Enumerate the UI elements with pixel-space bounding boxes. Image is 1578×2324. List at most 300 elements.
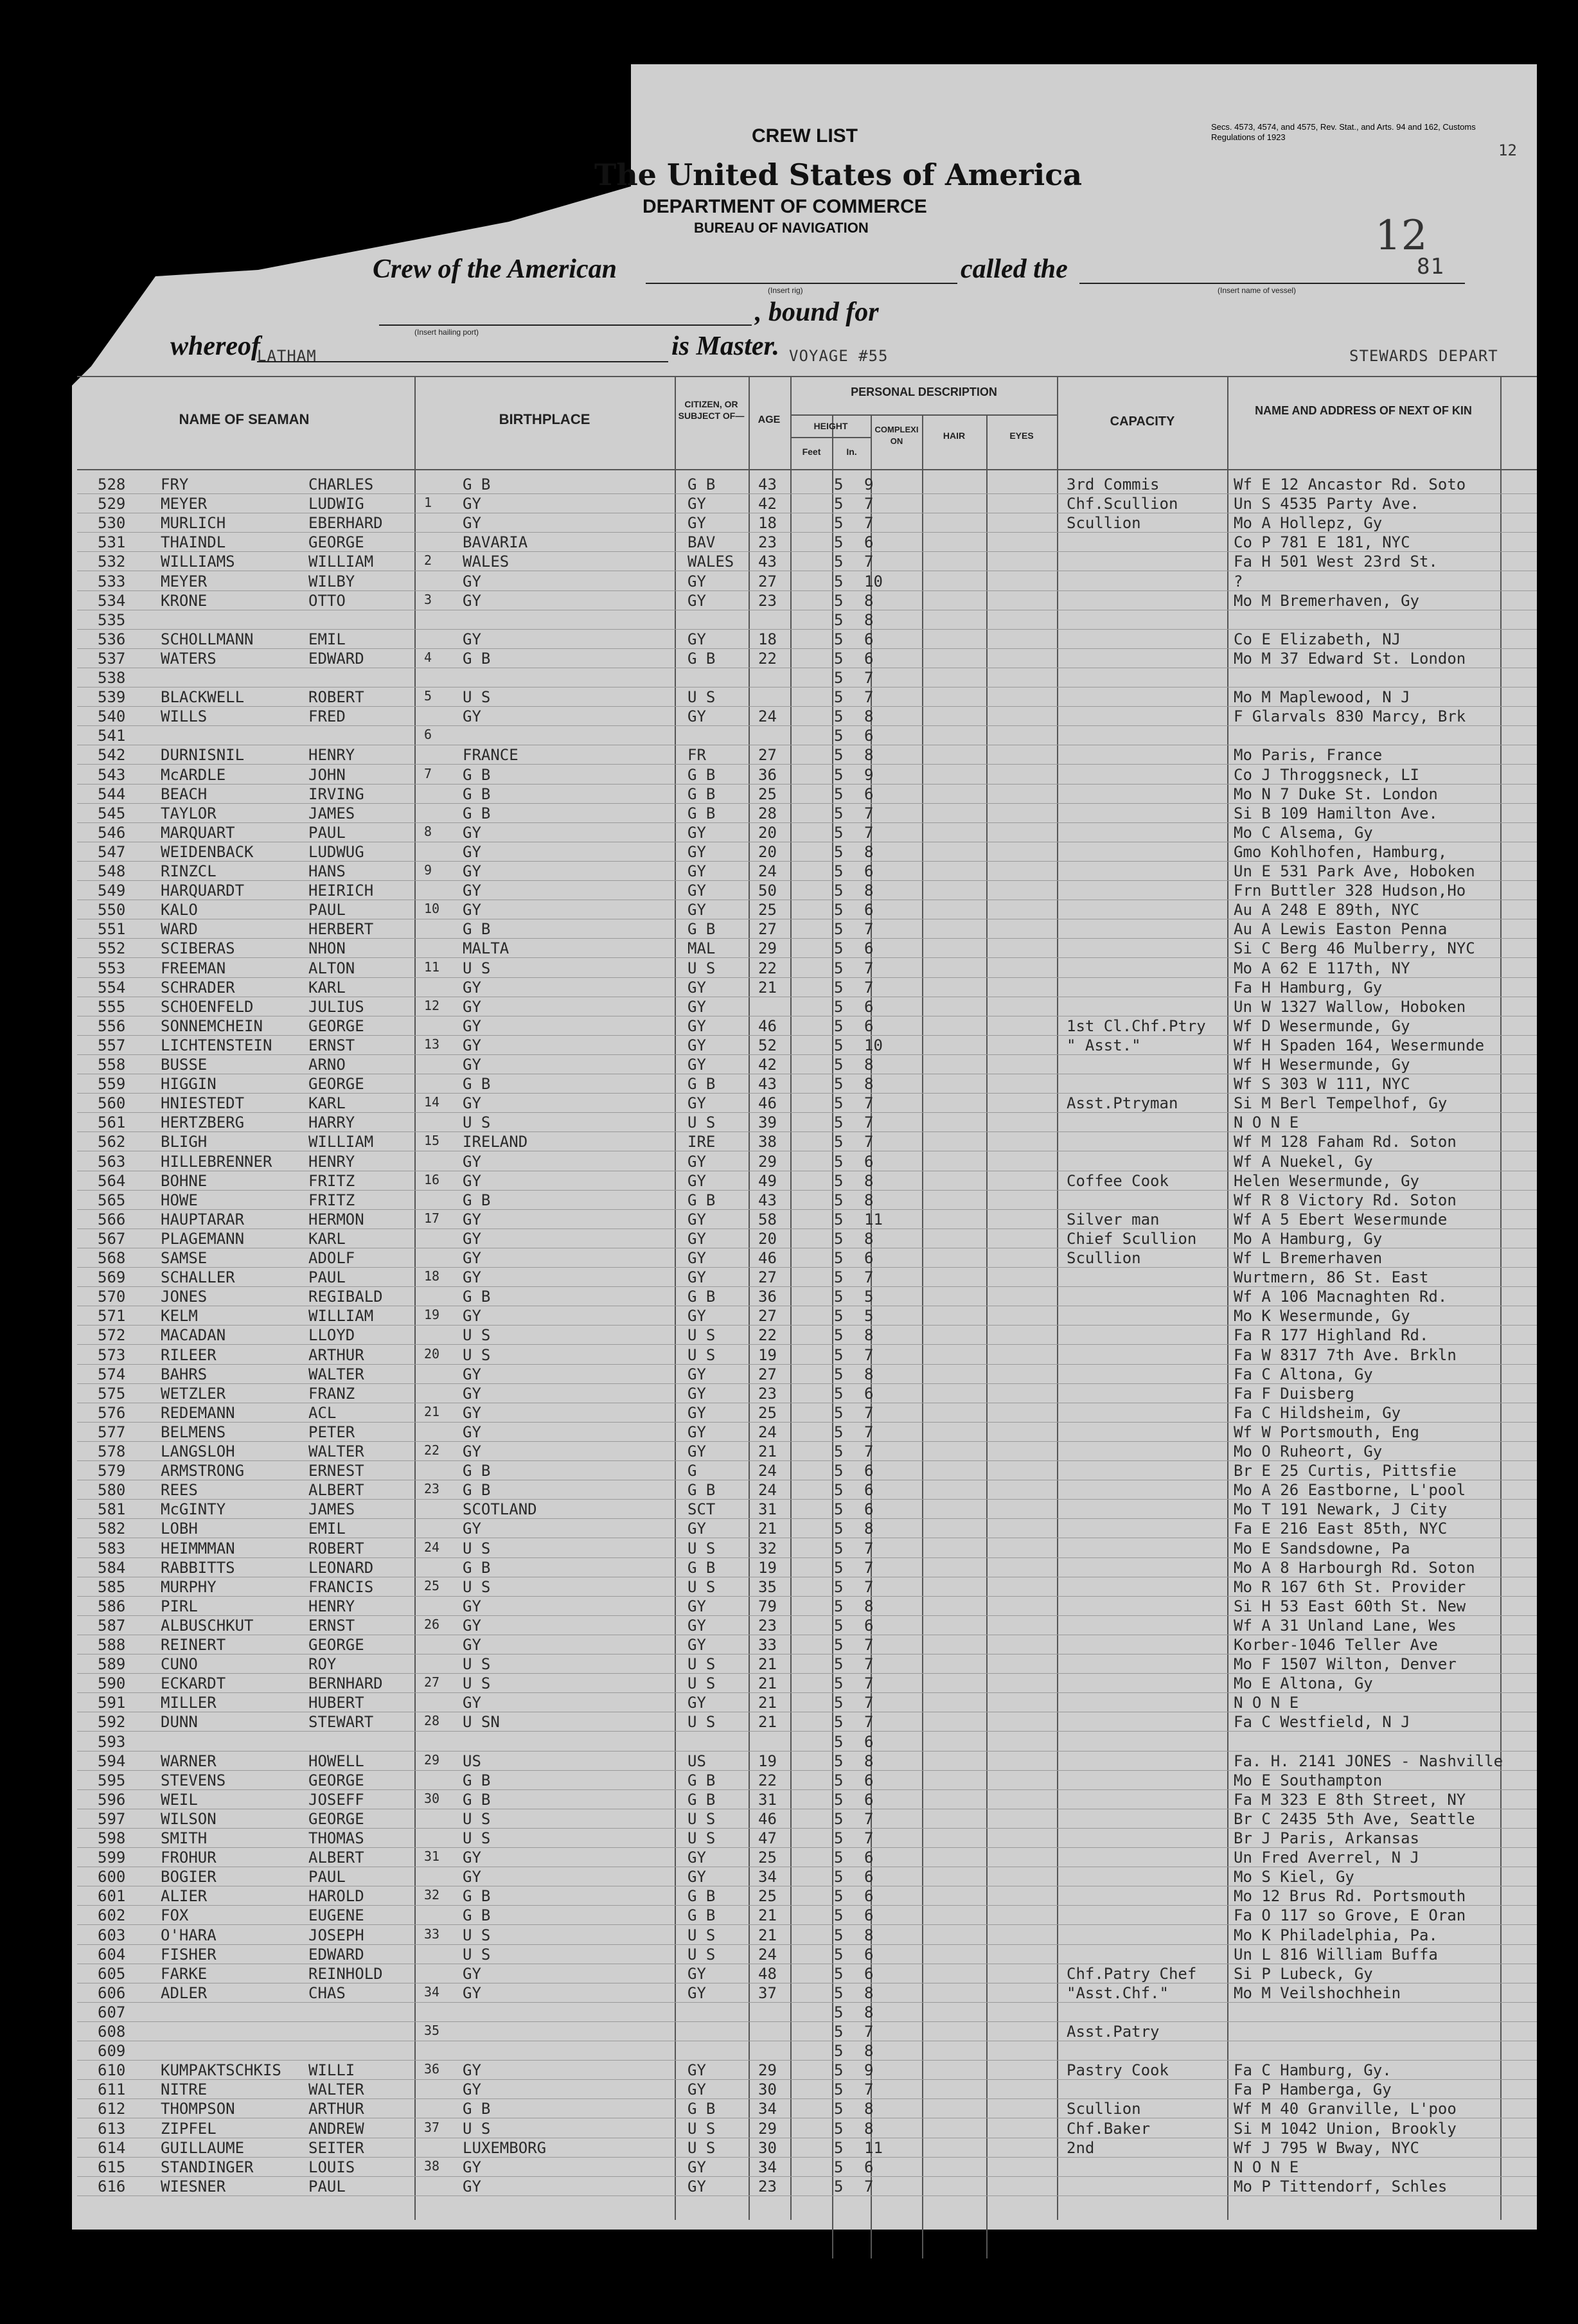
citizenship: U S [687, 959, 716, 977]
vessel-number-typed: 81 [1417, 254, 1444, 279]
seaman-first-name: PAUL [308, 1868, 346, 1886]
seaman-last-name: RABBITTS [161, 1559, 235, 1577]
row-number: 576 [98, 1404, 126, 1422]
citizenship: GY [687, 1965, 706, 1983]
height-feet: 5 [834, 2139, 844, 2157]
height-feet: 5 [834, 1153, 844, 1171]
seaman-last-name: SCHRADER [161, 979, 235, 997]
seaman-last-name: BEACH [161, 785, 208, 803]
height-inches: 7 [864, 2080, 874, 2098]
table-row [0, 553, 1578, 572]
height-inches: 7 [864, 514, 874, 532]
seaman-last-name: WILLS [161, 707, 208, 725]
birthplace: U S [463, 1539, 491, 1557]
table-row [0, 688, 1578, 707]
age: 48 [758, 1965, 777, 1983]
seaman-first-name: LLOYD [308, 1326, 355, 1344]
table-row [0, 785, 1578, 804]
seaman-first-name: EUGENE [308, 1906, 364, 1924]
height-inches: 6 [864, 727, 874, 745]
age: 24 [758, 862, 777, 880]
age: 29 [758, 1153, 777, 1171]
height-feet: 5 [834, 785, 844, 803]
age: 21 [758, 979, 777, 997]
age: 36 [758, 1288, 777, 1306]
table-row [0, 1094, 1578, 1113]
height-feet: 5 [834, 650, 844, 668]
row-number: 575 [98, 1385, 126, 1403]
birthplace: G B [463, 1791, 491, 1809]
seaman-last-name: PIRL [161, 1597, 198, 1615]
birthplace: GY [463, 2080, 481, 2098]
seaman-last-name: THOMPSON [161, 2100, 235, 2118]
seaman-last-name: O'HARA [161, 1926, 217, 1944]
line-number: 21 [424, 1404, 440, 1419]
seaman-last-name: HILLEBRENNER [161, 1153, 272, 1171]
birthplace: G B [463, 1462, 491, 1480]
birthplace: GY [463, 1249, 481, 1267]
next-of-kin: Wf A 106 Macnaghten Rd. [1234, 1288, 1448, 1306]
citizenship: GY [687, 1365, 706, 1383]
table-row [0, 1713, 1578, 1732]
next-of-kin: Wf H Spaden 164, Wesermunde [1234, 1036, 1485, 1054]
height-feet: 5 [834, 804, 844, 822]
table-row [0, 1965, 1578, 1984]
height-inches: 7 [864, 1829, 874, 1847]
seaman-last-name: HOWE [161, 1191, 198, 1209]
seaman-first-name: REINHOLD [308, 1965, 383, 1983]
height-feet: 5 [834, 901, 844, 919]
birthplace: GY [463, 572, 481, 590]
height-inches: 8 [864, 1597, 874, 1615]
table-row [0, 1849, 1578, 1868]
next-of-kin: Mo A Hamburg, Gy [1234, 1230, 1383, 1248]
line-number: 27 [424, 1674, 440, 1690]
seaman-first-name: ERNEST [308, 1462, 364, 1480]
table-row [0, 1810, 1578, 1829]
seaman-last-name: RINZCL [161, 862, 217, 880]
age: 21 [758, 1520, 777, 1538]
table-row [0, 2080, 1578, 2100]
birthplace: GY [463, 2061, 481, 2079]
height-inches: 6 [864, 1733, 874, 1751]
seaman-first-name: HUBERT [308, 1694, 364, 1712]
table-row [0, 920, 1578, 939]
next-of-kin: Br J Paris, Arkansas [1234, 1829, 1419, 1847]
table-row [0, 1500, 1578, 1520]
row-number: 539 [98, 688, 126, 706]
height-feet: 5 [834, 1404, 844, 1422]
seaman-first-name: ALTON [308, 959, 355, 977]
age: 24 [758, 1462, 777, 1480]
height-inches: 7 [864, 669, 874, 687]
seaman-last-name: HEIMMMAN [161, 1539, 235, 1557]
citizenship: GY [687, 2158, 706, 2176]
row-number: 614 [98, 2139, 126, 2157]
seaman-last-name: McGINTY [161, 1500, 226, 1518]
citizenship: GY [687, 630, 706, 648]
row-number: 568 [98, 1249, 126, 1267]
row-number: 557 [98, 1036, 126, 1054]
birthplace: G B [463, 1191, 491, 1209]
age: 79 [758, 1597, 777, 1615]
age: 21 [758, 1694, 777, 1712]
age: 20 [758, 824, 777, 842]
seaman-last-name: THAINDL [161, 533, 226, 551]
seaman-last-name: WILLIAMS [161, 553, 235, 571]
row-number: 603 [98, 1926, 126, 1944]
height-feet: 5 [834, 766, 844, 784]
height-inches: 6 [864, 1249, 874, 1267]
seaman-last-name: BUSSE [161, 1056, 208, 1074]
table-row [0, 746, 1578, 765]
seaman-last-name: GUILLAUME [161, 2139, 245, 2157]
col-header-height: HEIGHT [813, 421, 848, 431]
handwritten-vessel-number: 12 [1375, 212, 1428, 260]
row-number: 585 [98, 1578, 126, 1596]
table-row [0, 804, 1578, 824]
height-feet: 5 [834, 746, 844, 764]
birthplace: LUXEMBORG [463, 2139, 547, 2157]
seaman-last-name: STEVENS [161, 1771, 226, 1789]
age: 28 [758, 804, 777, 822]
row-number: 602 [98, 1906, 126, 1924]
seaman-first-name: HERMON [308, 1211, 364, 1229]
citizenship: G B [687, 1906, 716, 1924]
next-of-kin: Wf A 5 Ebert Wesermunde [1234, 1211, 1448, 1229]
citizenship: U S [687, 688, 716, 706]
height-feet: 5 [834, 2158, 844, 2176]
capacity: Chf.Patry Chef [1067, 1965, 1197, 1983]
citizenship: GY [687, 2080, 706, 2098]
height-feet: 5 [834, 1655, 844, 1673]
next-of-kin: Si H 53 East 60th St. New [1234, 1597, 1466, 1615]
age: 29 [758, 939, 777, 957]
row-number: 608 [98, 2023, 126, 2041]
seaman-first-name: WILLIAM [308, 1133, 374, 1151]
height-feet: 5 [834, 2120, 844, 2138]
height-feet: 5 [834, 1733, 844, 1751]
height-inches: 8 [864, 882, 874, 900]
row-number: 566 [98, 1211, 126, 1229]
table-row [0, 1617, 1578, 1636]
citizenship: GY [687, 1404, 706, 1422]
next-of-kin: Au A Lewis Easton Penna [1234, 920, 1448, 938]
seaman-last-name: McARDLE [161, 766, 226, 784]
row-number: 542 [98, 746, 126, 764]
seaman-last-name: PLAGEMANN [161, 1230, 245, 1248]
age: 24 [758, 1946, 777, 1964]
next-of-kin: Fa R 177 Highland Rd. [1234, 1326, 1429, 1344]
height-inches: 7 [864, 804, 874, 822]
row-number: 538 [98, 669, 126, 687]
birthplace: GY [463, 1849, 481, 1867]
table-row [0, 1906, 1578, 1926]
next-of-kin: Fa C Hamburg, Gy. [1234, 2061, 1392, 2079]
row-number: 598 [98, 1829, 126, 1847]
next-of-kin: Mo A 8 Harbourgh Rd. Soton [1234, 1559, 1475, 1577]
seaman-first-name: HENRY [308, 1153, 355, 1171]
birthplace: U S [463, 688, 491, 706]
table-row [0, 1191, 1578, 1211]
birthplace: GY [463, 1056, 481, 1074]
height-feet: 5 [834, 553, 844, 571]
citizenship: GY [687, 1056, 706, 1074]
seaman-last-name: KRONE [161, 592, 208, 610]
height-inches: 6 [864, 1791, 874, 1809]
table-row [0, 1249, 1578, 1268]
height-feet: 5 [834, 1791, 844, 1809]
height-feet: 5 [834, 1191, 844, 1209]
seaman-last-name: LICHTENSTEIN [161, 1036, 272, 1054]
age: 31 [758, 1500, 777, 1518]
row-number: 533 [98, 572, 126, 590]
height-inches: 7 [864, 1810, 874, 1828]
vessel-line [1079, 283, 1465, 284]
height-inches: 11 [864, 2139, 883, 2157]
line-number: 32 [424, 1887, 440, 1903]
birthplace: G B [463, 785, 491, 803]
table-row [0, 1307, 1578, 1326]
crew-list-title: CREW LIST [752, 125, 858, 146]
seaman-first-name: ALBERT [308, 1481, 364, 1499]
next-of-kin: Si B 109 Hamilton Ave. [1234, 804, 1438, 822]
age: 42 [758, 495, 777, 513]
citizenship: GY [687, 1230, 706, 1248]
height-feet: 5 [834, 1056, 844, 1074]
birthplace: GY [463, 1984, 481, 2002]
height-inches: 8 [864, 2003, 874, 2021]
next-of-kin: Fa C Hildsheim, Gy [1234, 1404, 1401, 1422]
next-of-kin: Fa C Altona, Gy [1234, 1365, 1373, 1383]
table-row [0, 2023, 1578, 2042]
citizenship: U S [687, 1346, 716, 1364]
age: 29 [758, 2061, 777, 2079]
seaman-first-name: WILLIAM [308, 1307, 374, 1325]
row-number: 610 [98, 2061, 126, 2079]
seaman-last-name: LOBH [161, 1520, 198, 1538]
table-row [0, 1172, 1578, 1191]
line-number: 8 [424, 824, 432, 839]
height-feet: 5 [834, 1442, 844, 1460]
citizenship: GY [687, 1636, 706, 1654]
seaman-first-name: JAMES [308, 1500, 355, 1518]
citizenship: G B [687, 1791, 716, 1809]
height-feet: 5 [834, 1230, 844, 1248]
height-feet: 5 [834, 1559, 844, 1577]
row-number: 534 [98, 592, 126, 610]
height-inches: 7 [864, 688, 874, 706]
age: 43 [758, 1191, 777, 1209]
height-feet: 5 [834, 1752, 844, 1770]
row-number: 597 [98, 1810, 126, 1828]
citizenship: GY [687, 824, 706, 842]
height-inches: 7 [864, 1636, 874, 1654]
height-inches: 8 [864, 611, 874, 629]
age: 25 [758, 1887, 777, 1905]
height-inches: 8 [864, 1191, 874, 1209]
birthplace: G B [463, 920, 491, 938]
table-row [0, 1694, 1578, 1713]
citizenship: G B [687, 1559, 716, 1577]
citizenship: G B [687, 1481, 716, 1499]
line-number: 30 [424, 1791, 440, 1806]
row-number: 545 [98, 804, 126, 822]
height-inches: 8 [864, 2120, 874, 2138]
bound-for-label: , bound for [755, 297, 879, 327]
age: 23 [758, 533, 777, 551]
birthplace: GY [463, 1520, 481, 1538]
seaman-last-name: BELMENS [161, 1423, 226, 1441]
height-feet: 5 [834, 707, 844, 725]
citizenship: G B [687, 1771, 716, 1789]
seaman-first-name: GEORGE [308, 1771, 364, 1789]
row-number: 612 [98, 2100, 126, 2118]
row-number: 599 [98, 1849, 126, 1867]
height-inches: 7 [864, 495, 874, 513]
birthplace: U S [463, 1926, 491, 1944]
age: 21 [758, 1655, 777, 1673]
height-inches: 8 [864, 1752, 874, 1770]
line-number: 24 [424, 1539, 440, 1555]
seaman-first-name: BERNHARD [308, 1674, 383, 1692]
table-row [0, 2042, 1578, 2061]
age: 22 [758, 1326, 777, 1344]
height-feet: 5 [834, 1017, 844, 1035]
next-of-kin: Mo O Ruheort, Gy [1234, 1442, 1383, 1460]
row-number: 564 [98, 1172, 126, 1190]
row-number: 554 [98, 979, 126, 997]
age: 29 [758, 2120, 777, 2138]
birthplace: GY [463, 495, 481, 513]
seaman-first-name: HANS [308, 862, 346, 880]
col-header-name: NAME OF SEAMAN [179, 411, 310, 427]
citizenship: GY [687, 998, 706, 1016]
age: 46 [758, 1094, 777, 1112]
table-row [0, 1887, 1578, 1906]
height-inches: 6 [864, 1965, 874, 1983]
birthplace: G B [463, 1887, 491, 1905]
seaman-last-name: HIGGIN [161, 1075, 217, 1093]
age: 22 [758, 650, 777, 668]
next-of-kin: Helen Wesermunde, Gy [1234, 1172, 1419, 1190]
age: 46 [758, 1017, 777, 1035]
row-number: 550 [98, 901, 126, 919]
next-of-kin: Si M Berl Tempelhof, Gy [1234, 1094, 1448, 1112]
row-number: 571 [98, 1307, 126, 1325]
line-number: 26 [424, 1617, 440, 1632]
line-number: 1 [424, 495, 432, 510]
height-feet: 5 [834, 1849, 844, 1867]
height-feet: 5 [834, 572, 844, 590]
height-inches: 7 [864, 1346, 874, 1364]
seaman-first-name: ALBERT [308, 1849, 364, 1867]
line-number: 18 [424, 1268, 440, 1284]
seaman-first-name: IRVING [308, 785, 364, 803]
row-number: 535 [98, 611, 126, 629]
birthplace: U S [463, 1346, 491, 1364]
row-number: 586 [98, 1597, 126, 1615]
height-inches: 11 [864, 1211, 883, 1229]
capacity: 1st Cl.Chf.Ptry [1067, 1017, 1206, 1035]
table-row [0, 1771, 1578, 1791]
seaman-last-name: BLACKWELL [161, 688, 245, 706]
height-inches: 6 [864, 533, 874, 551]
seaman-first-name: JOSEFF [308, 1791, 364, 1809]
next-of-kin: Fa P Hamberga, Gy [1234, 2080, 1392, 2098]
age: 19 [758, 1752, 777, 1770]
height-feet: 5 [834, 1984, 844, 2002]
citizenship: GY [687, 1423, 706, 1441]
row-number: 560 [98, 1094, 126, 1112]
line-number: 33 [424, 1926, 440, 1942]
seaman-first-name: JAMES [308, 804, 355, 822]
insert-rig-hint: (Insert rig) [768, 286, 803, 295]
table-row [0, 882, 1578, 901]
next-of-kin: Mo A 26 Eastborne, L'pool [1234, 1481, 1466, 1499]
row-number: 596 [98, 1791, 126, 1809]
table-row [0, 2003, 1578, 2023]
height-inches: 7 [864, 1133, 874, 1151]
height-inches: 6 [864, 785, 874, 803]
citizenship: FR [687, 746, 706, 764]
citizenship: U S [687, 1578, 716, 1596]
age: 24 [758, 1481, 777, 1499]
line-number: 19 [424, 1307, 440, 1322]
seaman-last-name: HERTZBERG [161, 1113, 245, 1131]
birthplace: IRELAND [463, 1133, 528, 1151]
birthplace: GY [463, 1442, 481, 1460]
birthplace: WALES [463, 553, 510, 571]
height-inches: 6 [864, 650, 874, 668]
height-rule [790, 437, 871, 438]
seaman-last-name: BLIGH [161, 1133, 208, 1151]
citizenship: GY [687, 572, 706, 590]
height-inches: 7 [864, 1113, 874, 1131]
birthplace: G B [463, 1906, 491, 1924]
height-feet: 5 [834, 1500, 844, 1518]
next-of-kin: Co P 781 E 181, NYC [1234, 533, 1410, 551]
height-inches: 6 [864, 998, 874, 1016]
row-number: 611 [98, 2080, 126, 2098]
birthplace: GY [463, 1211, 481, 1229]
table-row [0, 959, 1578, 979]
height-feet: 5 [834, 1946, 844, 1964]
birthplace: GY [463, 979, 481, 997]
height-feet: 5 [834, 1868, 844, 1886]
row-number: 532 [98, 553, 126, 571]
birthplace: U S [463, 1810, 491, 1828]
next-of-kin: N O N E [1234, 1694, 1299, 1712]
next-of-kin: Mo A Hollepz, Gy [1234, 514, 1383, 532]
seaman-first-name: WILLIAM [308, 553, 374, 571]
height-inches: 6 [864, 1849, 874, 1867]
next-of-kin: Fa C Westfield, N J [1234, 1713, 1410, 1731]
birthplace: GY [463, 901, 481, 919]
department-title: DEPARTMENT OF COMMERCE [643, 196, 927, 217]
row-number: 594 [98, 1752, 126, 1770]
next-of-kin: N O N E [1234, 1113, 1299, 1131]
next-of-kin: Co E Elizabeth, NJ [1234, 630, 1401, 648]
table-row [0, 1868, 1578, 1887]
height-inches: 7 [864, 1674, 874, 1692]
seaman-first-name: ACL [308, 1404, 337, 1422]
next-of-kin: Wf L Bremerhaven [1234, 1249, 1383, 1267]
height-feet: 5 [834, 495, 844, 513]
height-feet: 5 [834, 727, 844, 745]
seaman-last-name: SCHALLER [161, 1268, 235, 1286]
age: 23 [758, 592, 777, 610]
